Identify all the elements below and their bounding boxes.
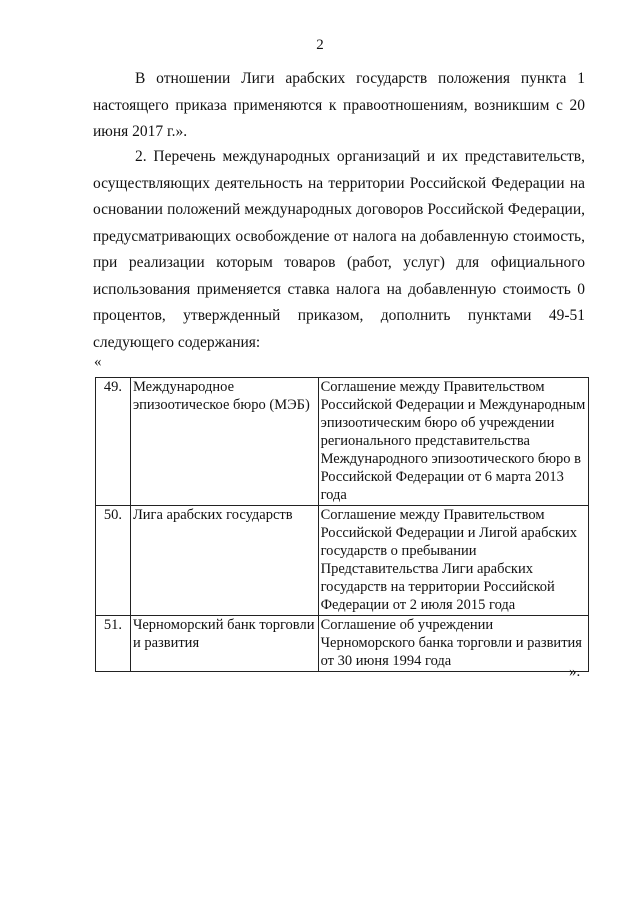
legal-basis: Соглашение между Правительством Российской Федерации и Лигой арабских государств о пребывании Представительства Лиги арабских государств на территории Российской Федерации от 2 июля 2015 года [318,506,588,616]
table-row [96,378,589,506]
organization-name: Черноморский банк торговли и развития [130,616,318,672]
row-number: 49. [96,378,131,506]
row-number: 50. [96,506,131,616]
organization-name: Международное эпизоотическое бюро (МЭБ) [130,378,318,506]
organization-name: Лига арабских государств [130,506,318,616]
paragraph-applicability: В отношении Лиги арабских государств положения пункта 1 настоящего приказа применяются к правоотношениям, возникшим с 20 июня 2017 г.». [93,70,585,140]
paragraph-list-amendment: 2. Перечень международных организаций и их представительств, осуществляющих деятельность на территории Российской Федерации на основании положений международных договоров Российской Федерации, предусматривающих освобождение от налога на добавленную стоимость, при реализации которым товаров (работ, услуг) для официального использования применяется ставка налога на добавленную стоимость 0 процентов, утвержденный приказом, дополнить пунктами 49-51 следующего содержания: [93,148,585,351]
closing-quote: ». [569,664,581,680]
table-row [96,616,589,672]
legal-basis: Соглашение об учреждении Черноморского банка торговли и развития от 30 июня 1994 года [318,616,588,672]
opening-quote: « [94,354,102,370]
row-number: 51. [96,616,131,672]
organizations-table [95,377,589,672]
table-row [96,506,589,616]
page-number: 2 [316,37,324,53]
legal-basis: Соглашение между Правительством Российской Федерации и Международным эпизоотическим бюро об учреждении регионального представительства Международного эпизоотического бюро в Российской Федерации от 6 марта 2013 года [318,378,588,506]
